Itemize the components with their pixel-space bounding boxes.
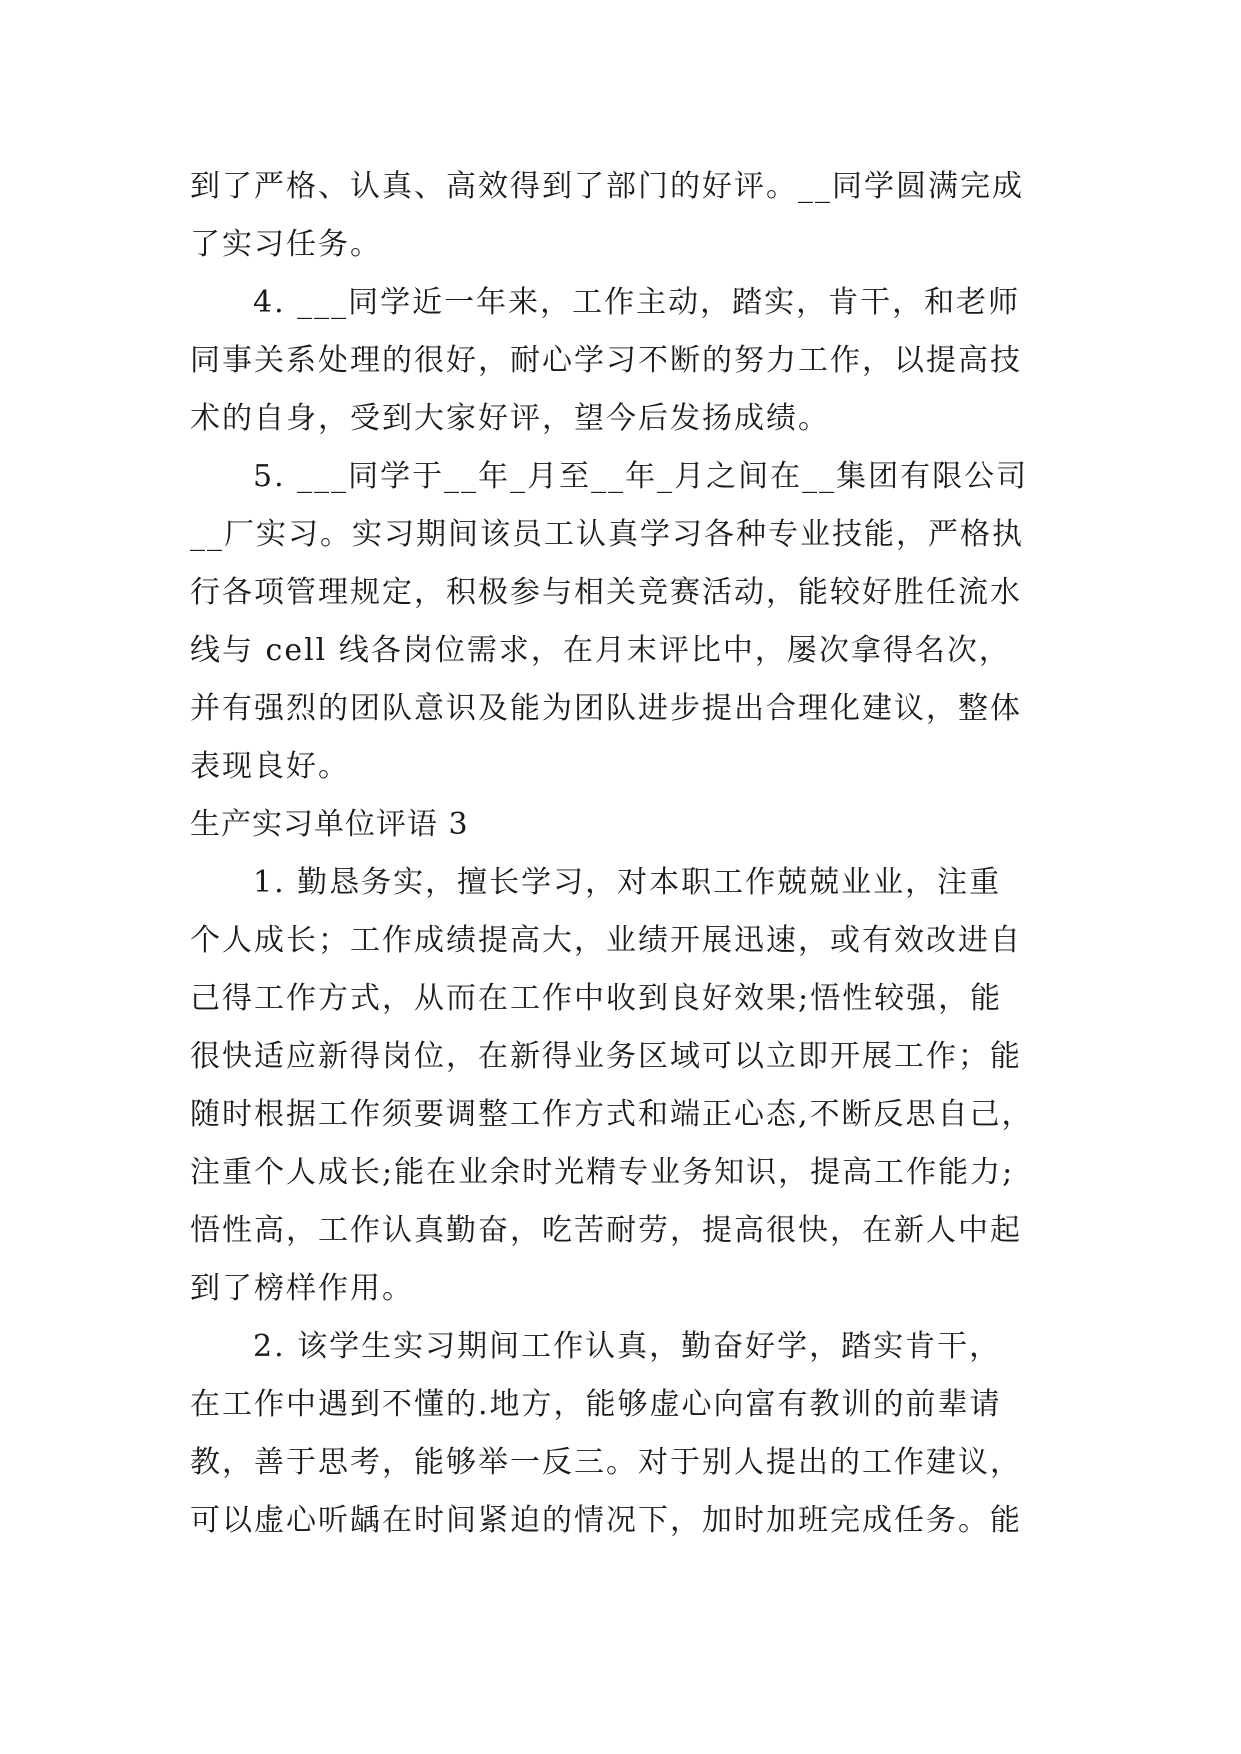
text-line: 在工作中遇到不懂的.地方，能够虚心向富有教训的前辈请 [190, 1387, 1002, 1422]
document-page [190, 158, 1060, 1550]
list-item-4-first-line: 4. ___同学近一年来，工作主动，踏实，肯干，和老师 [253, 285, 1021, 320]
text-line: 教，善于思考，能够举一反三。对于别人提出的工作建议， [190, 1445, 1022, 1480]
section-heading: 生产实习单位评语 3 [190, 807, 469, 842]
text-line: 并有强烈的团队意识及能为团队进步提出合理化建议，整体 [190, 691, 1022, 726]
text-line: 了实习任务。 [190, 227, 382, 262]
text-line: 到了严格、认真、高效得到了部门的好评。__同学圆满完成 [190, 169, 1024, 204]
text-line: 己得工作方式，从而在工作中收到良好效果;悟性较强，能 [190, 981, 1003, 1016]
text-line: 可以虚心听龋在时间紧迫的情况下，加时加班完成任务。能 [190, 1503, 1022, 1538]
text-line: 很快适应新得岗位，在新得业务区域可以立即开展工作；能 [190, 1039, 1022, 1074]
text-line: 个人成长；工作成绩提高大，业绩开展迅速，或有效改进自 [190, 923, 1022, 958]
text-line: 表现良好。 [190, 749, 350, 784]
text-line: 行各项管理规定，积极参与相关竞赛活动，能较好胜任流水 [190, 575, 1022, 610]
text-line: 线与 cell 线各岗位需求，在月末评比中，屡次拿得名次， [190, 633, 1011, 668]
text-line: 随时根据工作须要调整工作方式和端正心态,不断反思自己， [190, 1097, 1034, 1132]
text-line: 注重个人成长;能在业余时光精专业务知识，提高工作能力; [190, 1155, 1015, 1190]
text-line: 同事关系处理的很好，耐心学习不断的努力工作，以提高技 [190, 343, 1022, 378]
list-item-2-first-line: 2. 该学生实习期间工作认真，勤奋好学，踏实肯干， [253, 1329, 1002, 1364]
list-item-5-first-line: 5. ___同学于__年_月至__年_月之间在__集团有限公司 [253, 459, 1029, 494]
list-item-1-first-line: 1. 勤恳务实，擅长学习，对本职工作兢兢业业，注重 [253, 865, 1002, 900]
text-line: 到了榜样作用。 [190, 1271, 414, 1306]
text-line: 悟性高，工作认真勤奋，吃苦耐劳，提高很快，在新人中起 [190, 1213, 1022, 1248]
text-line: __厂实习。实习期间该员工认真学习各种专业技能，严格执 [190, 517, 1024, 552]
text-line: 术的自身，受到大家好评，望今后发扬成绩。 [190, 401, 830, 436]
